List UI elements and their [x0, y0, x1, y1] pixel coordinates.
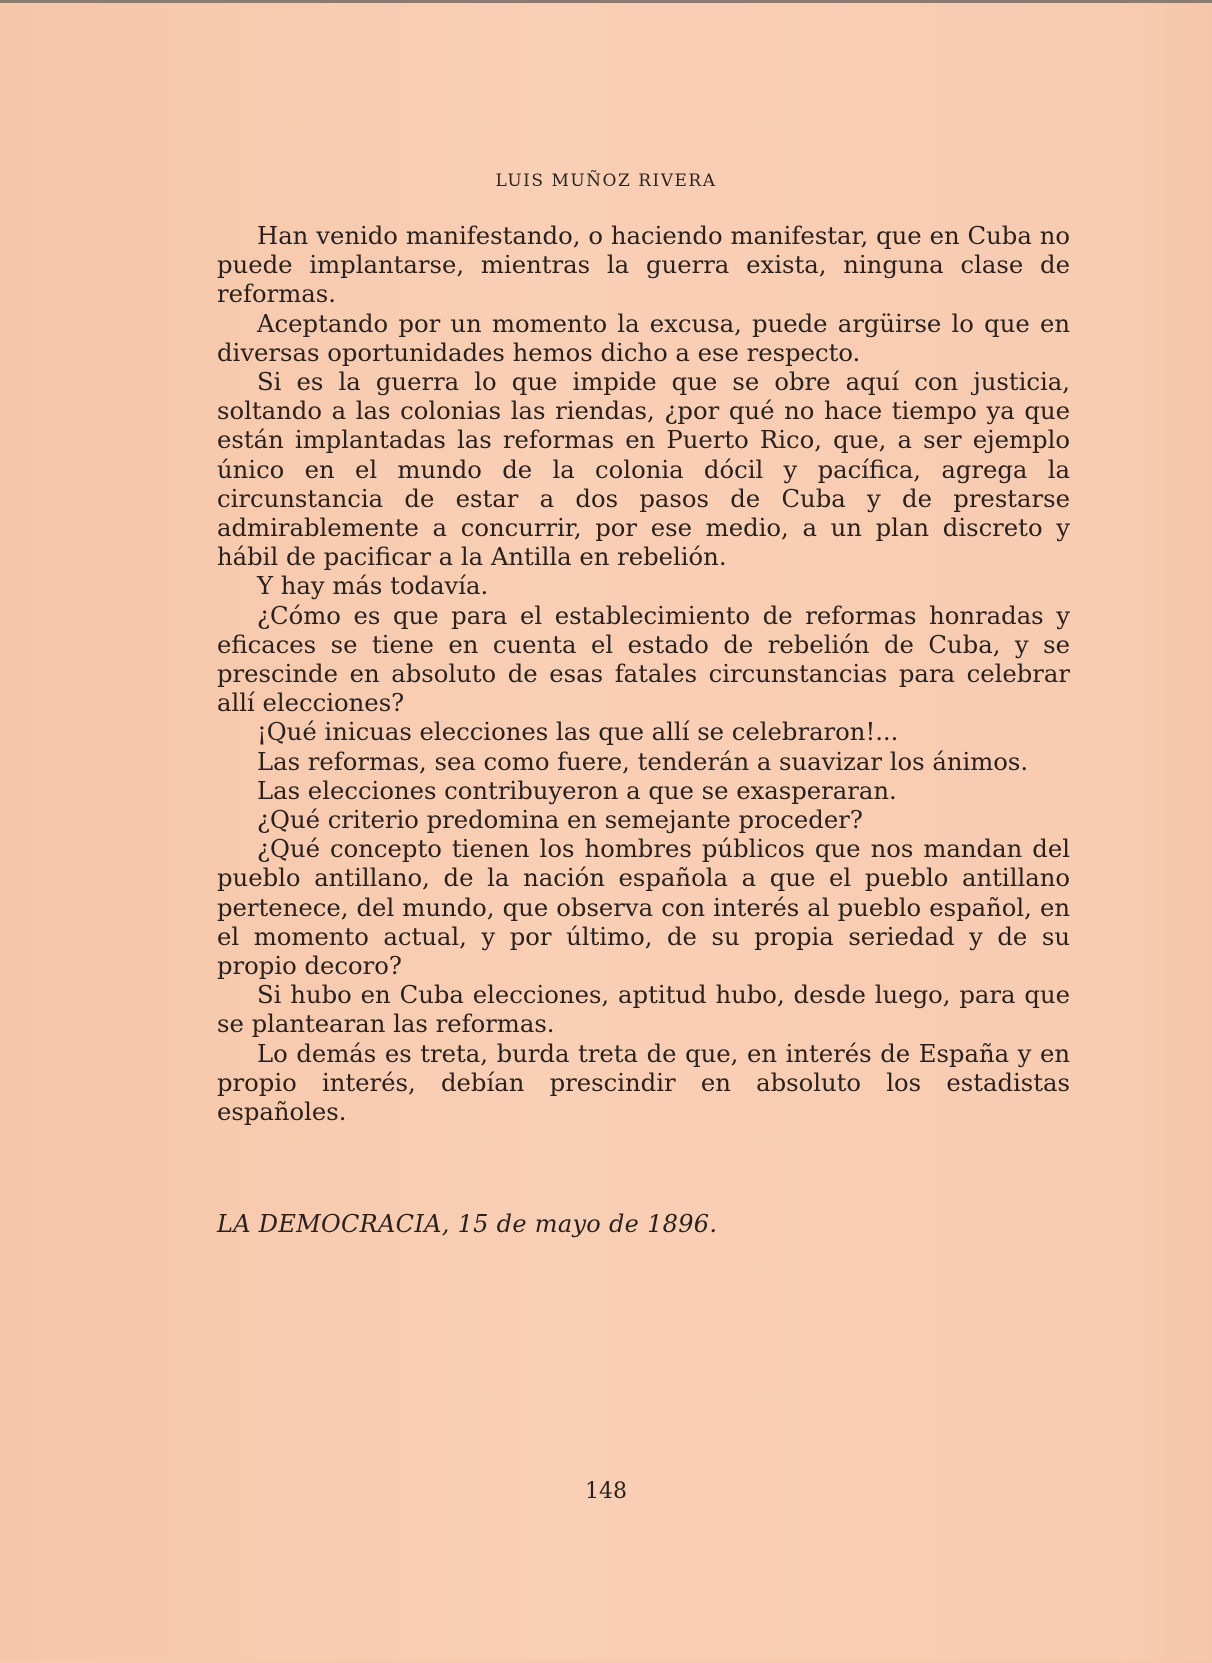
page-number: 148	[585, 1479, 627, 1504]
paragraph: ¿Qué concepto tienen los hombres públicos que nos mandan del pueblo antillano, de la nación española a que el pueblo antillano pertenece, del mundo, que observa con interés al pueblo español, en el momento actual, y por último, de su propia seriedad y de su propio decoro?	[217, 834, 1070, 981]
article-body	[217, 221, 1070, 1126]
paragraph: ¿Cómo es que para el establecimiento de reformas honradas y eficaces se tiene en cuenta el estado de rebelión de Cuba, y se prescinde en absoluto de esas fatales circunstancias para celebrar allí elecciones?	[217, 600, 1070, 718]
paragraph: Lo demás es treta, burda treta de que, en interés de España y en propio interés, debían prescindir en absoluto los estadistas españoles.	[217, 1038, 1070, 1127]
paragraph: Han venido manifestando, o haciendo manifestar, que en Cuba no puede implantarse, mientras la guerra exista, ninguna clase de reformas.	[217, 221, 1070, 309]
paragraph: Si es la guerra lo que impide que se obre aquí con justicia, soltando a las colonias las riendas, ¿por qué no hace tiempo ya que están implantadas las reformas en Puerto Rico, que, a ser ejemplo único en el mundo de la colonia dócil y pacífica, agrega la circunstancia de estar a dos pasos de Cuba y de prestarse admirablemente a concurrir, por ese medio, a un plan discreto y hábil de pacificar a la Antilla en rebelión.	[217, 367, 1070, 572]
paragraph: ¿Qué criterio predomina en semejante proceder?	[257, 805, 863, 835]
running-header: LUIS MUÑOZ RIVERA	[495, 171, 717, 191]
paragraph: Las elecciones contribuyeron a que se exasperaran.	[257, 775, 897, 805]
paragraph: Si hubo en Cuba elecciones, aptitud hubo, desde luego, para que se plantearan las reformas.	[217, 980, 1070, 1039]
paragraph: Y hay más todavía.	[257, 571, 489, 601]
paragraph: ¡Qué inicuas elecciones las que allí se celebraron!...	[257, 717, 899, 747]
page-edge-shading	[1122, 3, 1212, 1663]
paragraph: Aceptando por un momento la excusa, puede argüirse lo que en diversas oportunidades hemos dicho a ese respecto.	[217, 308, 1070, 367]
source-citation: LA DEMOCRACIA, 15 de mayo de 1896.	[217, 1210, 718, 1238]
paragraph: Las reformas, sea como fuere, tenderán a suavizar los ánimos.	[257, 746, 1029, 776]
